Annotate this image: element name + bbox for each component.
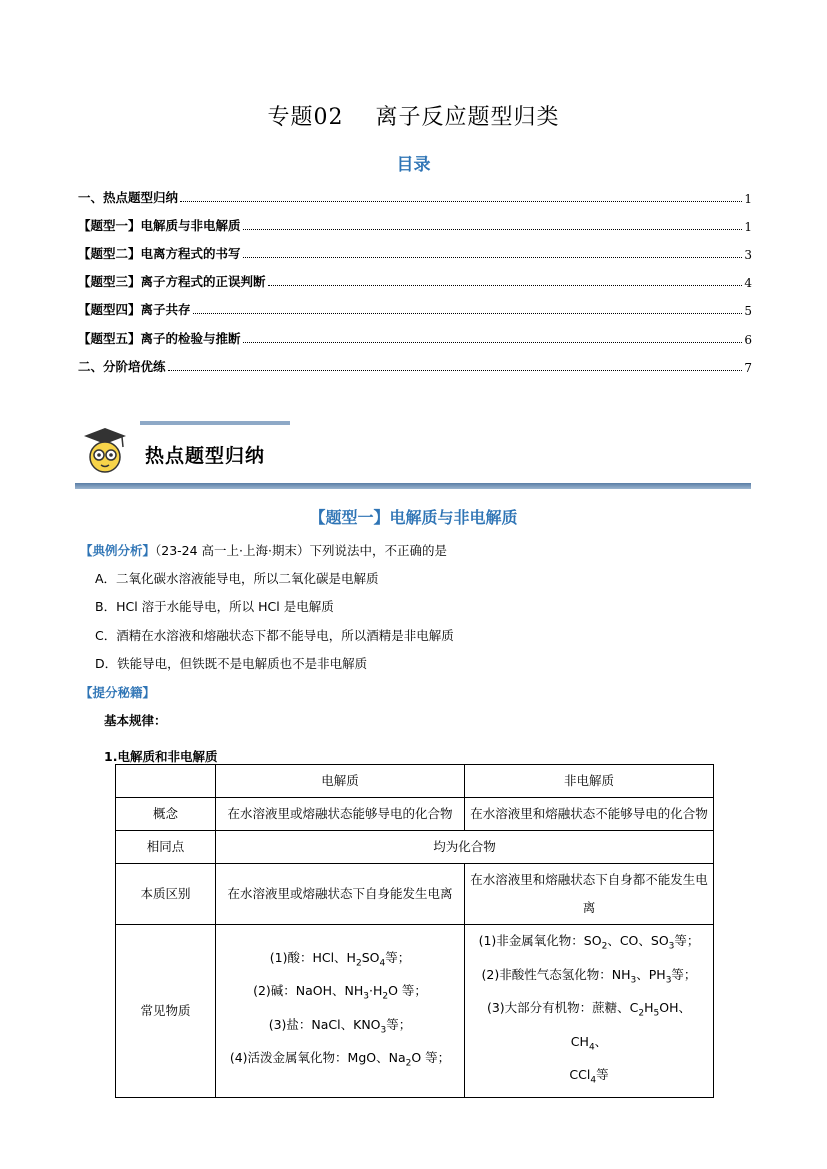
toc-row[interactable]: [78, 355, 752, 375]
banner-title: 热点题型归纳: [145, 445, 266, 467]
toc-page: 7: [744, 361, 752, 375]
table-row: [116, 864, 714, 925]
row-label: 本质区别: [116, 864, 216, 925]
option-b: B．HCl 溶于水能导电，所以 HCl 是电解质: [95, 599, 334, 614]
toc-label: 【题型五】离子的检验与推断: [78, 331, 241, 346]
example-line: [80, 541, 447, 559]
table-cell: 均为化合物: [216, 831, 714, 864]
page-title: 专题02 离子反应题型归类: [267, 105, 560, 130]
toc-label: 一、热点题型归纳: [78, 190, 179, 205]
toc-row[interactable]: [78, 242, 752, 262]
formula-line: (3)盐：NaCl、$KNO_3$等；: [268, 1016, 412, 1036]
option-c: C．酒精在水溶液和熔融状态下都不能导电，所以酒精是非电解质: [95, 628, 454, 643]
electrolyte-table: [115, 764, 714, 1098]
example-question: （23-24 高一上·上海·期末）下列说法中，不正确的是: [155, 543, 448, 558]
formula-line: (1)非金属氧化物：$SO_2$、CO、$SO_3$等；: [478, 933, 700, 952]
option-d: D．铁能导电，但铁既不是电解质也不是非电解质: [95, 656, 368, 671]
table-row: [116, 765, 714, 798]
formula-line: (3)大部分有机物：蔗糖、$C_2H_5OH$、$CH_4$、: [486, 1000, 692, 1052]
table-cell: [465, 925, 714, 1098]
formula-line: (2)碱：NaOH、$NH_3\cdot H_2O$ 等；: [253, 983, 427, 1002]
table-cell: [216, 925, 465, 1098]
table-cell: 在水溶液里或熔融状态能够导电的化合物: [216, 798, 465, 831]
toc-page: 1: [744, 220, 752, 234]
subheading: 1.电解质和非电解质: [104, 749, 218, 764]
toc-label: 【题型四】离子共存: [78, 302, 191, 317]
row-label: 常见物质: [116, 925, 216, 1098]
row-label: 相同点: [116, 831, 216, 864]
table-row: [116, 925, 714, 1098]
formula-line: CCl$_4$等: [569, 1067, 609, 1086]
formula-line: (4)活泼金属氧化物：MgO、$Na_2O$ 等；: [229, 1050, 451, 1069]
banner-top-rule: [140, 421, 290, 425]
toc-leader: [193, 313, 743, 314]
option-a: A．二氧化碳水溶液能导电，所以二氧化碳是电解质: [95, 571, 379, 586]
toc-page: 4: [744, 276, 752, 290]
owl-scholar-icon: [80, 425, 130, 475]
toc-leader: [268, 285, 743, 286]
table-cell: 在水溶液里或熔融状态下自身能发生电离: [216, 864, 465, 925]
tips-tag: 【提分秘籍】: [80, 685, 156, 700]
formula-line: (2)非酸性气态氢化物：$NH_3$、$PH_3$等；: [481, 966, 697, 985]
basic-rule: 基本规律：: [104, 713, 167, 728]
toc-label: 二、分阶培优练: [78, 359, 166, 374]
toc-label: 【题型一】电解质与非电解质: [78, 218, 241, 233]
table-cell: 在水溶液里和熔融状态下自身都不能发生电离: [465, 864, 714, 925]
row-label: 概念: [116, 798, 216, 831]
toc-row[interactable]: [78, 214, 752, 234]
table-row: [116, 831, 714, 864]
example-tag: 【典例分析】: [80, 543, 156, 558]
toc-leader: [180, 201, 742, 202]
toc-leader: [243, 257, 743, 258]
toc-row[interactable]: [78, 270, 752, 290]
formula-line: (1)酸：HCl、$H_2SO_4$等；: [269, 949, 411, 969]
toc-row[interactable]: [78, 298, 752, 318]
toc-label: 【题型二】电离方程式的书写: [78, 246, 241, 261]
table-header: 电解质: [216, 765, 465, 798]
toc-page: 3: [744, 248, 752, 262]
toc-page: 6: [744, 333, 752, 347]
table-row: [116, 798, 714, 831]
toc-page: 5: [744, 304, 752, 318]
toc-leader: [168, 370, 743, 371]
toc-leader: [243, 229, 743, 230]
table-cell: [116, 765, 216, 798]
table-header: 非电解质: [465, 765, 714, 798]
toc-row[interactable]: [78, 186, 752, 206]
toc-page: 1: [744, 192, 752, 206]
toc-heading: 目录: [396, 155, 431, 175]
toc-leader: [243, 342, 743, 343]
toc-row[interactable]: [78, 327, 752, 347]
table-cell: 在水溶液里和熔融状态不能够导电的化合物: [465, 798, 714, 831]
section-title: 【题型一】电解质与非电解质: [309, 508, 518, 527]
toc-label: 【题型三】离子方程式的正误判断: [78, 274, 266, 289]
banner-bottom-rule: [75, 483, 751, 489]
